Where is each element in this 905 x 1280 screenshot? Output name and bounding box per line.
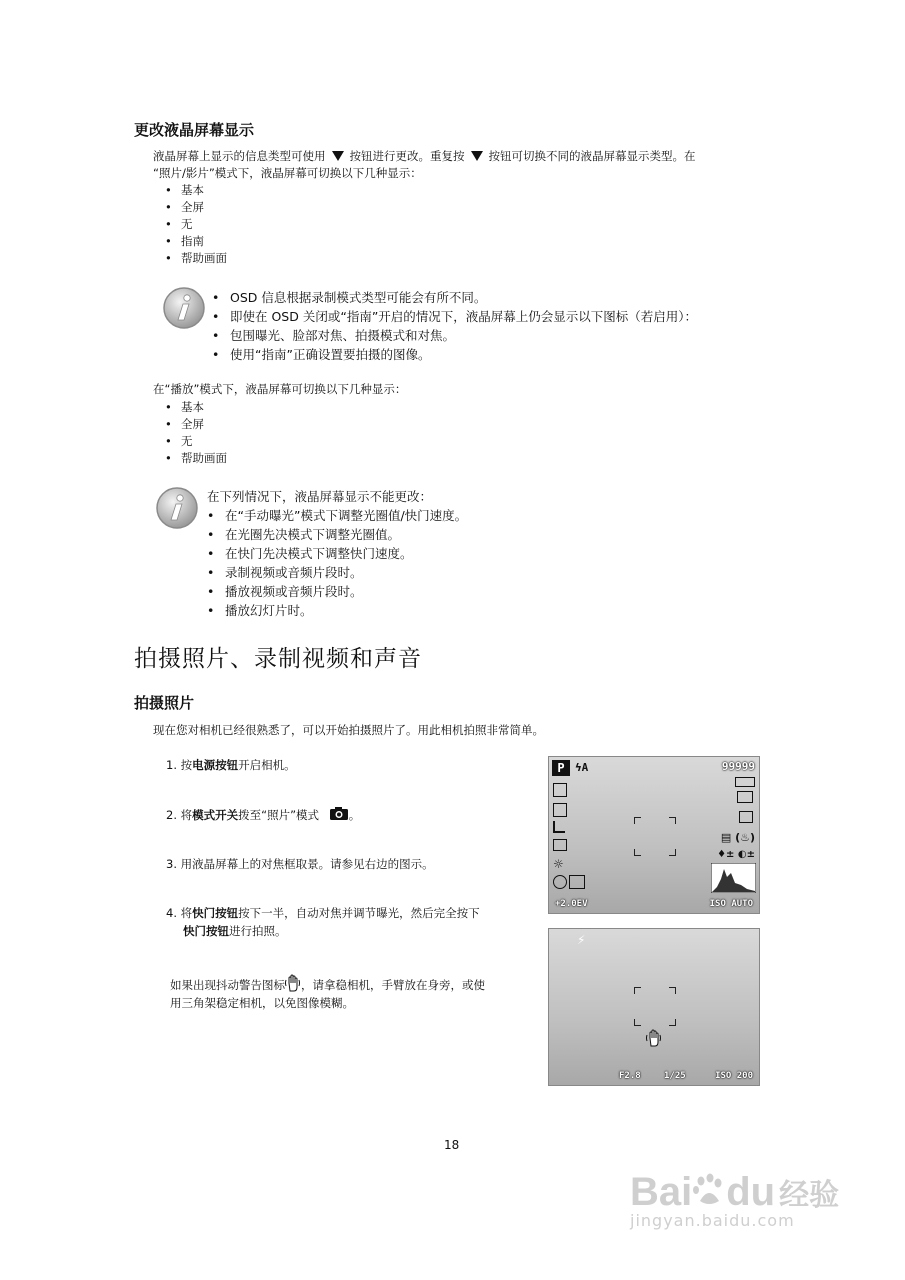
- list-item: • 无: [153, 216, 227, 233]
- focus-area-icon: [553, 839, 567, 851]
- section2-intro: 现在您对相机已经很熟悉了，可以开始拍摄照片了。用此相机拍照非常简单。: [153, 723, 544, 737]
- step-text: 用液晶屏幕上的对焦框取景。请参见右边的图示。: [180, 857, 434, 871]
- exposure-compensation: +2.0EV: [555, 899, 588, 909]
- note1-list: [210, 288, 790, 364]
- step-text: 拨至“照片”模式: [238, 808, 320, 822]
- paw-icon: [692, 1173, 726, 1207]
- chapter-title: 拍摄照片、录制视频和声音: [134, 646, 422, 672]
- aspect-icon: [553, 821, 565, 833]
- list-item: • 在快门先决模式下调整快门速度。: [205, 544, 765, 563]
- histogram: [711, 863, 756, 893]
- focus-frame-corner: [669, 1019, 676, 1026]
- shake-text-b: ，请拿稳相机，手臂放在身旁，或使: [301, 978, 485, 992]
- step-keyword: 快门按钮: [183, 924, 229, 938]
- note2-heading: 在下列情况下，液晶屏幕显示不能更改：: [207, 489, 433, 504]
- list-item: • 指南: [153, 233, 227, 250]
- intro-text-c: 按钮可切换不同的液晶屏幕显示类型。在: [488, 149, 696, 163]
- photo-mode-display-list: [153, 182, 227, 267]
- step-text: 开启相机。: [238, 758, 296, 772]
- list-item: • 使用“指南”正确设置要拍摄的图像。: [210, 345, 790, 364]
- focus-frame-corner: [634, 1019, 641, 1026]
- list-item: • 帮助画面: [153, 250, 227, 267]
- step-number: 2.: [166, 808, 177, 822]
- watermark-brand-2: du: [726, 1170, 776, 1214]
- step-text: 将: [180, 808, 193, 822]
- photo-size-icon: [553, 783, 567, 797]
- step-text: 将: [180, 906, 193, 920]
- shake-text-a: 如果出现抖动警告图标: [170, 978, 285, 992]
- memory-icon: [739, 811, 753, 823]
- step-number: 3.: [166, 857, 177, 871]
- watermark-brand: Bai: [630, 1170, 693, 1214]
- scene-icon: [569, 875, 585, 889]
- focus-frame-corner: [669, 817, 676, 824]
- focus-frame-corner: [669, 987, 676, 994]
- info-icon: [162, 286, 206, 330]
- focus-frame-corner: [669, 849, 676, 856]
- sharpness-contrast-icon: ♦± ◐±: [717, 849, 755, 860]
- step-text: 按: [180, 758, 193, 772]
- step-2: [166, 806, 360, 824]
- playback-display-list: [153, 399, 227, 467]
- lcd-screen-shake-warning: [548, 928, 760, 1086]
- list-item: • OSD 信息根据录制模式类型可能会有所不同。: [210, 288, 790, 307]
- list-item-continuation: [210, 326, 790, 345]
- shots-remaining: 99999: [721, 760, 755, 773]
- step-text: 进行拍照。: [229, 924, 287, 938]
- focus-frame-corner: [634, 817, 641, 824]
- hand-shake-icon: [285, 974, 301, 992]
- white-balance-icon: ☼: [553, 857, 564, 871]
- down-arrow-icon: [471, 151, 483, 161]
- step-4: [166, 904, 536, 940]
- focus-frame-corner: [634, 849, 641, 856]
- page-number: 18: [444, 1138, 460, 1152]
- step-keyword: 快门按钮: [192, 906, 239, 920]
- down-arrow-icon: [332, 151, 344, 161]
- section-title-lcd-display: 更改液晶屏幕显示: [134, 121, 255, 139]
- list-item: • 播放幻灯片时。: [205, 601, 765, 620]
- step-text: 按下一半，自动对焦并调节曝光，然后完全按下: [238, 906, 480, 920]
- intro-text-b: 按钮进行更改。重复按: [349, 149, 465, 163]
- flash-icon: ⚡: [577, 933, 586, 947]
- step-keyword: 电源按钮: [192, 758, 239, 772]
- list-item: • 播放视频或音频片段时。: [205, 582, 765, 601]
- list-item: • 基本: [153, 182, 227, 199]
- info-icon: [155, 486, 199, 530]
- lcd-screen-basic: [548, 756, 760, 914]
- step-number: 1.: [166, 758, 177, 772]
- hand-shake-icon: [646, 1029, 662, 1047]
- face-detect-icon: [553, 875, 567, 889]
- watermark-brand-3: 经验: [779, 1178, 840, 1213]
- list-item: • 无: [153, 433, 227, 450]
- shutter-speed: 1/25: [664, 1071, 686, 1081]
- list-item: • 录制视频或音频片段时。: [205, 563, 765, 582]
- aperture-value: F2.8: [619, 1071, 641, 1081]
- focus-frame-corner: [634, 987, 641, 994]
- flash-auto-icon: ϟA: [575, 761, 589, 774]
- step-text: 。: [348, 808, 361, 822]
- list-item: • 基本: [153, 399, 227, 416]
- list-item: • 全屏: [153, 199, 227, 216]
- list-item: • 帮助画面: [153, 450, 227, 467]
- step-1: [166, 756, 296, 774]
- intro-text-a: 液晶屏幕上显示的信息类型可使用: [153, 149, 326, 163]
- battery-icon: [735, 777, 755, 787]
- program-mode-icon: P: [552, 760, 570, 776]
- note1-continuation-text: 包围曝光、脸部对焦、拍摄模式和对焦。: [230, 328, 456, 343]
- shake-text-line2: 用三角架稳定相机，以免图像模糊。: [170, 996, 354, 1010]
- step-keyword: 模式开关: [192, 808, 239, 822]
- list-item: • 在光圈先决模式下调整光圈值。: [205, 525, 765, 544]
- intro-text-line2: “照片/影片”模式下，液晶屏幕可切换以下几种显示：: [153, 166, 422, 180]
- playback-intro: 在“播放”模式下，液晶屏幕可切换以下几种显示：: [153, 382, 407, 396]
- watermark-url: jingyan.baidu.com: [630, 1211, 795, 1230]
- list-item: • 全屏: [153, 416, 227, 433]
- storage-icon: [737, 791, 753, 803]
- stabilizer-icon: ▤ (♨): [720, 831, 755, 844]
- note2-list: [205, 506, 765, 620]
- step-number: 4.: [166, 906, 177, 920]
- section-title-taking-photos: 拍摄照片: [134, 694, 195, 712]
- iso-value: ISO 200: [715, 1071, 753, 1081]
- baidu-watermark: [630, 1170, 839, 1230]
- camera-icon: [329, 806, 349, 821]
- quality-icon: [553, 803, 567, 817]
- section1-intro: [153, 148, 793, 182]
- shake-warning-note: [170, 974, 540, 1012]
- step-3: [166, 855, 434, 873]
- list-item: • 即使在 OSD 关闭或“指南”开启的情况下，液晶屏幕上仍会显示以下图标（若启用）：: [210, 307, 790, 326]
- list-item: • 在“手动曝光”模式下调整光圈值/快门速度。: [205, 506, 765, 525]
- iso-value: ISO AUTO: [709, 899, 753, 909]
